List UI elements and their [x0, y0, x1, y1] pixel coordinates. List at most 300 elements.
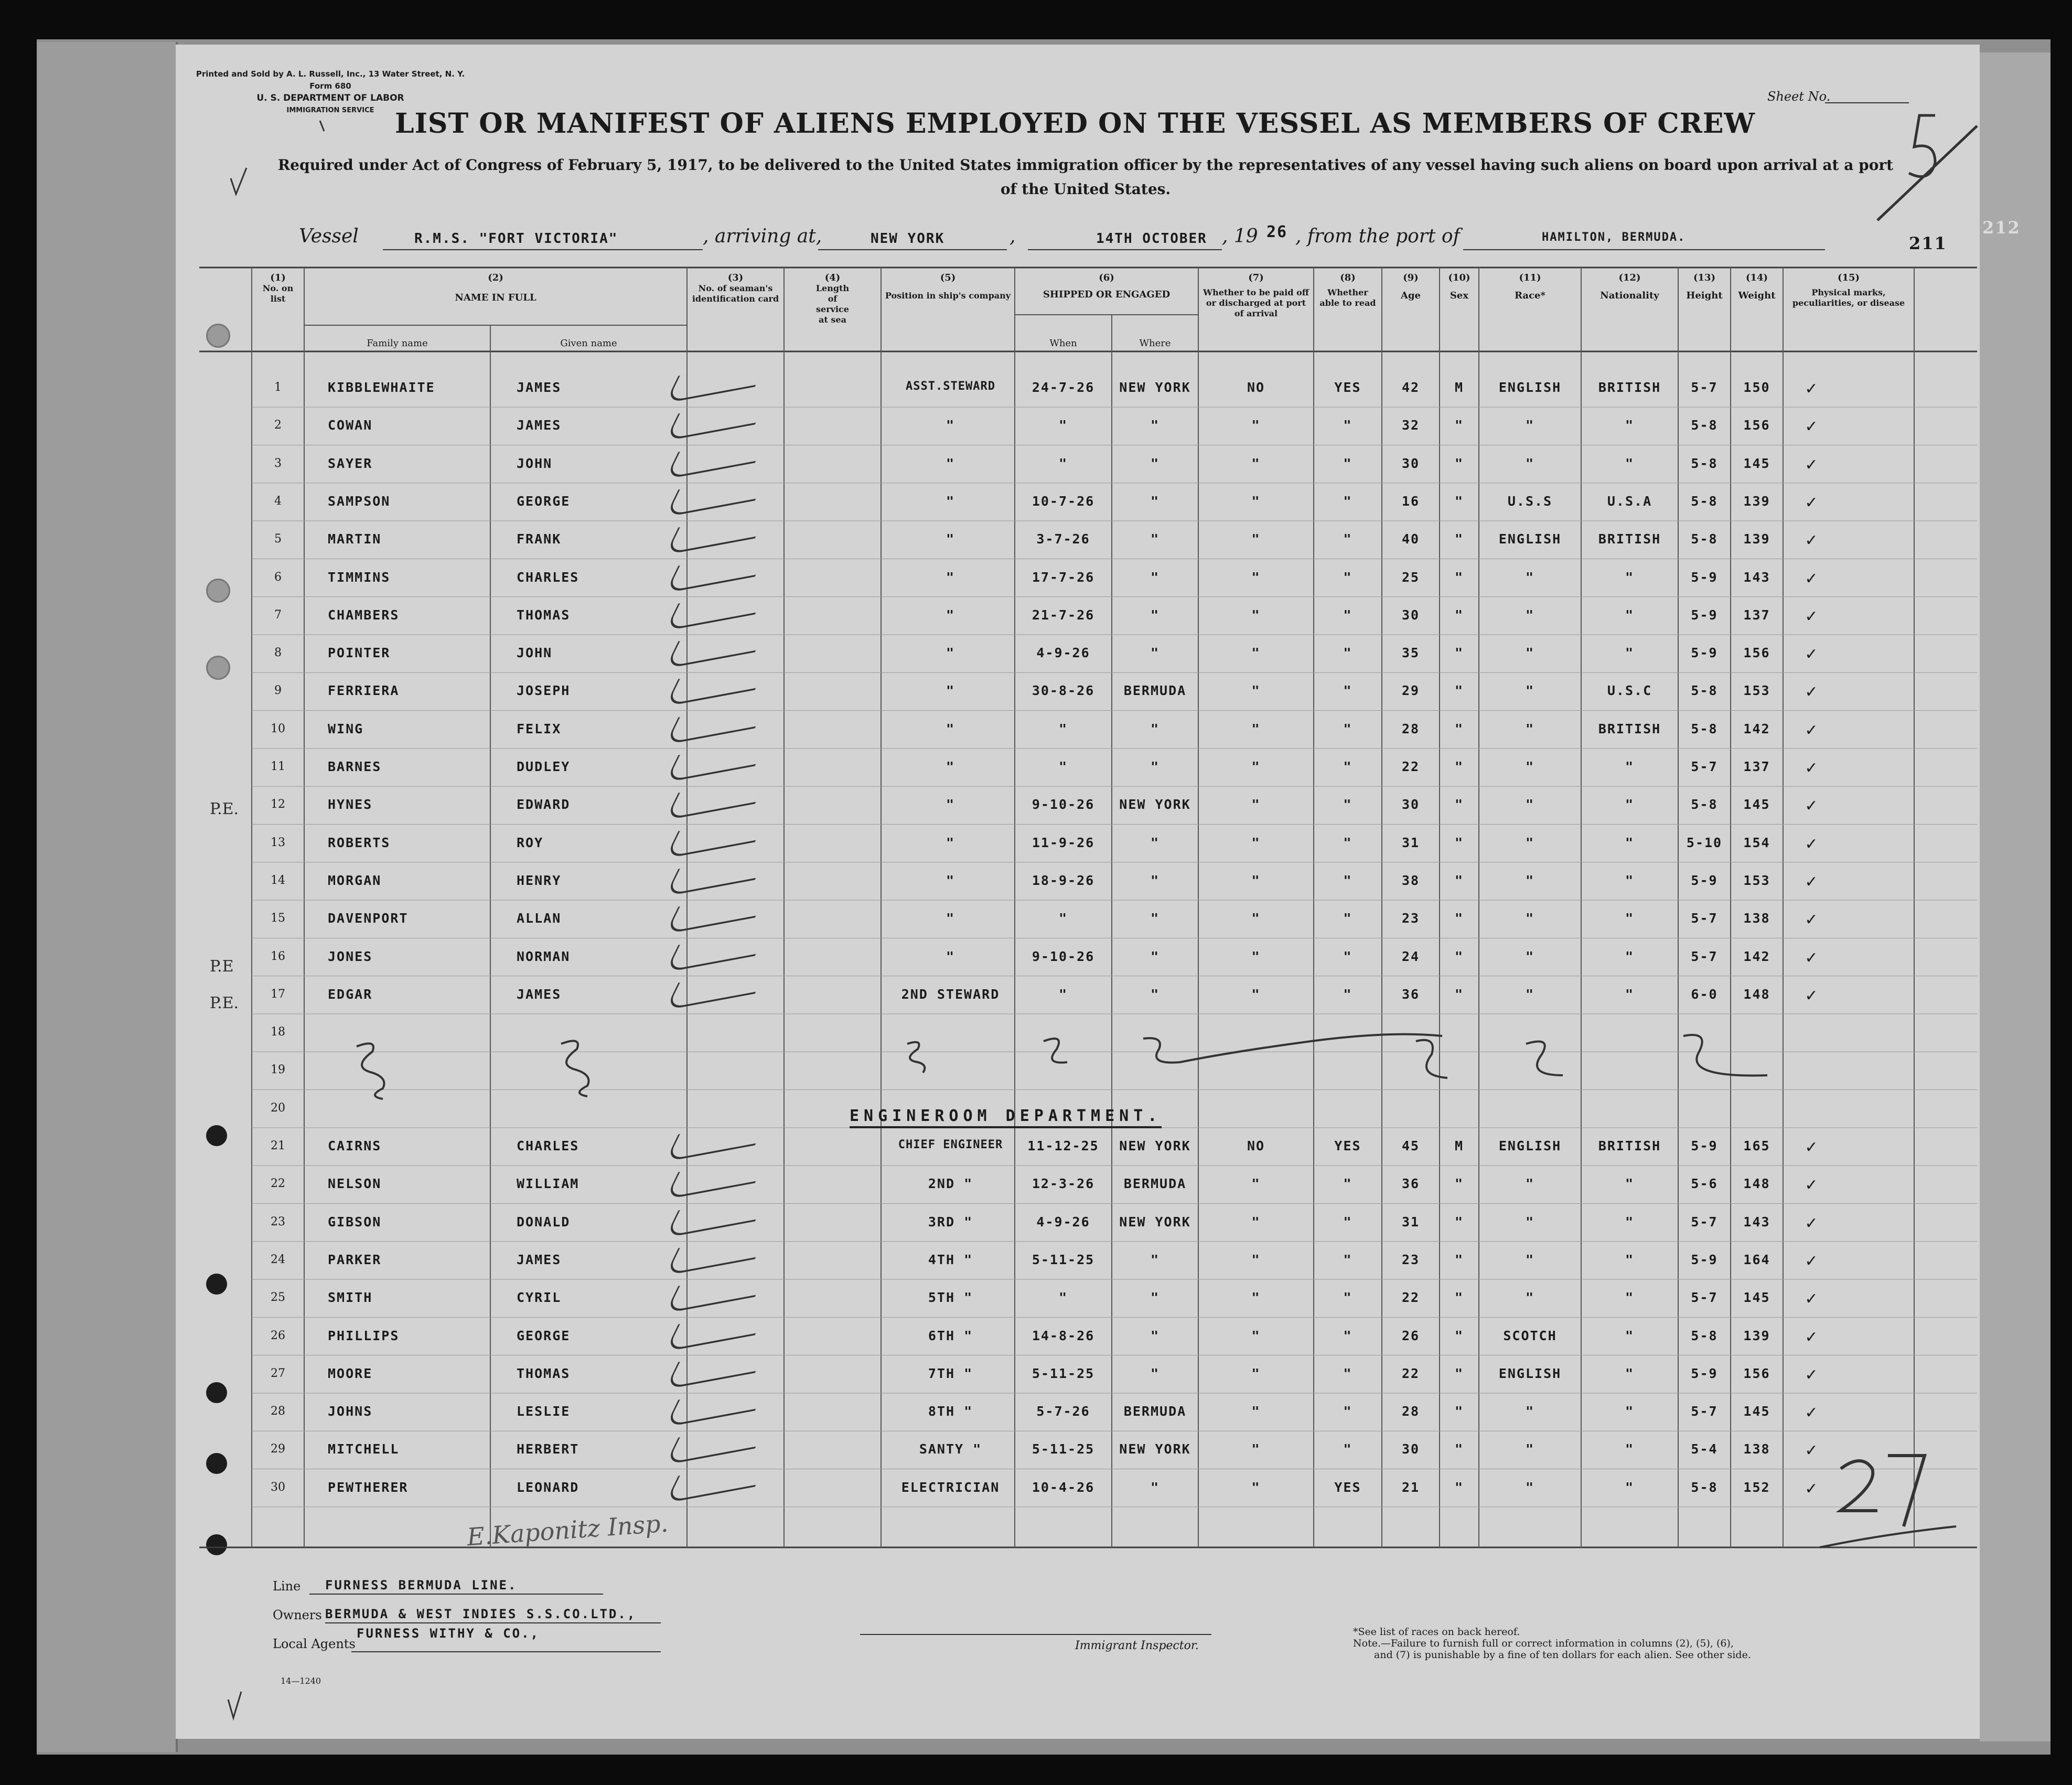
cell-weight: 142 [1743, 948, 1770, 964]
cell-nat: " [1625, 645, 1635, 661]
cell-read: " [1343, 759, 1352, 774]
cell-where: " [1150, 569, 1160, 585]
cell-when: 30-8-26 [1032, 683, 1095, 699]
cell-mark: ✓ [1805, 1214, 1819, 1233]
cell-nat: BRITISH [1598, 1138, 1661, 1153]
cell-nat: BRITISH [1598, 380, 1661, 395]
col-13-label: Height [1686, 290, 1723, 301]
cell-read: " [1343, 569, 1352, 585]
cell-age: 40 [1401, 531, 1420, 547]
cell-race: " [1525, 721, 1535, 736]
cell-nat: " [1625, 1176, 1635, 1192]
cell-position: " [946, 948, 956, 964]
cell-weight: 138 [1743, 1441, 1770, 1457]
cell-race: " [1525, 911, 1535, 926]
cell-weight: 145 [1743, 1290, 1770, 1306]
cell-weight: 156 [1743, 418, 1770, 433]
cell-paid: " [1251, 721, 1261, 736]
cell-weight: 142 [1743, 721, 1770, 736]
cell-paid: " [1251, 1176, 1261, 1192]
cell-mark: ✓ [1805, 759, 1819, 777]
col-15-label: Physical marks, peculiarities, or disease [1792, 287, 1905, 308]
cell-position: CHIEF ENGINEER [898, 1138, 1003, 1151]
cell-given: CHARLES [517, 569, 579, 585]
from-port: HAMILTON, BERMUDA. [1542, 231, 1686, 244]
cell-age: 22 [1401, 1290, 1420, 1306]
cell-age: 23 [1401, 1252, 1420, 1267]
cell-weight: 156 [1743, 645, 1770, 661]
cell-height: 5-9 [1691, 569, 1718, 585]
cell-race: " [1525, 645, 1535, 661]
cell-nat: " [1625, 418, 1635, 433]
cell-height: 5-7 [1691, 911, 1718, 926]
cell-race: " [1525, 1479, 1535, 1495]
col-5-label: Position in ship's company [885, 291, 1011, 301]
cell-where: BERMUDA [1123, 1404, 1187, 1419]
row-number: 23 [271, 1215, 285, 1228]
cell-height: 5-9 [1691, 1138, 1718, 1153]
cell-sex: " [1454, 645, 1464, 661]
col-8-label: Whether able to read [1319, 287, 1376, 308]
cell-read: " [1343, 1365, 1352, 1381]
cell-position: 2ND STEWARD [901, 986, 1000, 1002]
cell-where: " [1150, 872, 1160, 888]
cell-read: " [1343, 911, 1352, 926]
cell-where: NEW YORK [1119, 1214, 1191, 1230]
cell-read: " [1343, 607, 1352, 623]
cell-paid: " [1251, 455, 1261, 471]
cell-paid: " [1251, 835, 1261, 850]
col-14-label: Weight [1738, 290, 1776, 301]
cell-paid: " [1251, 531, 1261, 547]
cell-read: " [1343, 986, 1352, 1002]
cell-position: " [946, 835, 956, 850]
cell-weight: 145 [1743, 797, 1770, 813]
cell-when: 4-9-26 [1036, 1214, 1090, 1230]
cell-where: " [1150, 1252, 1160, 1267]
cell-mark: ✓ [1805, 531, 1819, 550]
cell-read: YES [1334, 1479, 1361, 1495]
cell-position: ELECTRICIAN [901, 1479, 1000, 1495]
cell-mark: ✓ [1805, 835, 1819, 853]
row-number: 24 [271, 1253, 285, 1266]
cell-where: " [1150, 835, 1160, 850]
cell-age: 35 [1401, 645, 1420, 661]
cell-given: FELIX [517, 721, 562, 736]
cell-height: 6-0 [1691, 986, 1718, 1002]
cell-when: " [1058, 418, 1068, 433]
cell-family: EDGAR [328, 986, 373, 1002]
cell-age: 36 [1401, 1176, 1420, 1192]
cell-position: " [946, 418, 956, 433]
cell-family: HYNES [328, 797, 373, 813]
cell-given: HENRY [517, 872, 562, 888]
row-number: 2 [274, 419, 282, 432]
cell-where: " [1150, 759, 1160, 774]
cell-paid: " [1251, 569, 1261, 585]
line-label: Line [273, 1579, 301, 1594]
line-value: FURNESS BERMUDA LINE. [325, 1578, 518, 1592]
cell-paid: " [1251, 948, 1261, 964]
cell-read: " [1343, 835, 1352, 850]
cell-where: " [1150, 948, 1160, 964]
cell-paid: " [1251, 1404, 1261, 1419]
cell-family: TIMMINS [328, 569, 391, 585]
cell-read: " [1343, 455, 1352, 471]
cell-height: 5-8 [1691, 683, 1718, 699]
cell-where: NEW YORK [1119, 1138, 1191, 1153]
cell-read: " [1343, 1176, 1352, 1192]
cell-sex: " [1454, 986, 1464, 1002]
row-number: 7 [274, 608, 282, 622]
col-6-num: (6) [1099, 272, 1114, 283]
cell-where: " [1150, 607, 1160, 623]
cell-height: 5-7 [1691, 948, 1718, 964]
cell-read: " [1343, 1404, 1352, 1419]
cell-weight: 156 [1743, 1365, 1770, 1381]
cell-nat: " [1625, 607, 1635, 623]
cell-family: BARNES [328, 759, 382, 774]
cell-family: KIBBLEWHAITE [328, 380, 435, 395]
cell-nat: " [1625, 1328, 1635, 1343]
cell-where: " [1150, 493, 1160, 509]
cell-family: SMITH [328, 1290, 373, 1306]
col-2-label: NAME IN FULL [455, 292, 536, 303]
cell-race: " [1525, 418, 1535, 433]
cell-sex: " [1454, 683, 1464, 699]
cell-age: 16 [1401, 493, 1420, 509]
cell-weight: 143 [1743, 1214, 1770, 1230]
cell-race: " [1525, 759, 1535, 774]
cell-read: " [1343, 493, 1352, 509]
cell-position: " [946, 759, 956, 774]
cell-age: 36 [1401, 986, 1420, 1002]
col-3-num: (3) [727, 272, 744, 283]
vessel-name: R.M.S. "FORT VICTORIA" [414, 231, 618, 247]
cell-mark: ✓ [1805, 1404, 1819, 1423]
cell-sex: " [1454, 1176, 1464, 1192]
cell-position: 6TH " [928, 1328, 973, 1343]
cell-height: 5-7 [1691, 380, 1718, 395]
cell-sex: " [1454, 1290, 1464, 1306]
col-7-num: (7) [1248, 272, 1264, 283]
cell-nat: " [1625, 835, 1635, 850]
cell-nat: BRITISH [1598, 721, 1661, 736]
arrival-date: 14TH OCTOBER [1096, 231, 1207, 247]
from-label: , from the port of [1295, 226, 1460, 247]
cell-race: " [1525, 835, 1535, 850]
cell-position: " [946, 683, 956, 699]
stamp-number-next: 212 [1982, 218, 2021, 238]
cell-sex: " [1454, 911, 1464, 926]
cell-when: " [1058, 911, 1068, 926]
cell-mark: ✓ [1805, 380, 1819, 398]
cell-age: 30 [1401, 797, 1420, 813]
row-number: 19 [271, 1063, 285, 1077]
cell-when: 3-7-26 [1036, 531, 1090, 547]
cell-paid: " [1251, 418, 1261, 433]
col-4-label: Length of service at sea [815, 283, 850, 325]
crew-count [1856, 1463, 1857, 1464]
cell-given: CHARLES [517, 1138, 579, 1153]
cell-where: " [1150, 721, 1160, 736]
cell-mark: ✓ [1805, 1290, 1819, 1309]
cell-mark: ✓ [1805, 872, 1819, 891]
cell-when: 11-12-25 [1027, 1138, 1099, 1153]
cell-paid: " [1251, 1252, 1261, 1267]
col-10-num: (10) [1448, 272, 1470, 283]
cell-age: 28 [1401, 1404, 1420, 1419]
cell-position: 4TH " [928, 1252, 973, 1267]
cell-sex: " [1454, 1328, 1464, 1343]
cell-height: 5-9 [1691, 645, 1718, 661]
row-number: 22 [271, 1177, 285, 1191]
cell-mark: ✓ [1805, 493, 1819, 512]
cell-age: 30 [1401, 607, 1420, 623]
cell-when: 9-10-26 [1032, 948, 1095, 964]
cell-race: ENGLISH [1498, 380, 1562, 395]
cell-paid: " [1251, 645, 1261, 661]
arriving-label: , arriving at, [703, 226, 822, 247]
col-9-label: Age [1400, 290, 1421, 301]
cell-mark: ✓ [1805, 721, 1819, 740]
cell-age: 22 [1401, 759, 1420, 774]
year-prefix: , 19 [1222, 226, 1258, 247]
cell-family: NELSON [328, 1176, 382, 1192]
cell-age: 29 [1401, 683, 1420, 699]
cell-family: SAMPSON [328, 493, 391, 509]
cell-sex: " [1454, 493, 1464, 509]
cell-given: ALLAN [517, 911, 562, 926]
cell-where: BERMUDA [1123, 683, 1187, 699]
cell-paid: " [1251, 1290, 1261, 1306]
cell-sex: " [1454, 948, 1464, 964]
cell-family: PEWTHERER [328, 1479, 409, 1495]
cell-nat: U.S.C [1607, 683, 1652, 699]
row-number: 8 [274, 646, 282, 660]
cell-weight: 148 [1743, 986, 1770, 1002]
cell-height: 5-9 [1691, 607, 1718, 623]
cell-race: " [1525, 1252, 1535, 1267]
cell-nat: U.S.A [1607, 493, 1652, 509]
cell-read: " [1343, 418, 1352, 433]
cell-nat: " [1625, 1252, 1635, 1267]
cell-family: POINTER [328, 645, 391, 661]
cell-family: MARTIN [328, 531, 382, 547]
cell-weight: 153 [1743, 683, 1770, 699]
cell-position: 2ND " [928, 1176, 973, 1192]
cell-when: 5-11-25 [1032, 1365, 1095, 1381]
cell-given: JOHN [517, 455, 553, 471]
cell-weight: 139 [1743, 531, 1770, 547]
inspector-signature: E.Kaponitz Insp. [466, 1509, 669, 1552]
agents-value: FURNESS WITHY & CO., [357, 1626, 540, 1641]
cell-when: 4-9-26 [1036, 645, 1090, 661]
cell-race: " [1525, 1404, 1535, 1419]
cell-when: " [1058, 455, 1068, 471]
cell-age: 31 [1401, 835, 1420, 850]
pe-mark-row-12: P.E. [210, 800, 239, 818]
cell-age: 32 [1401, 418, 1420, 433]
cell-race: SCOTCH [1503, 1328, 1557, 1343]
cell-paid: " [1251, 1365, 1261, 1381]
cell-nat: " [1625, 1441, 1635, 1457]
pe-mark-row-17: P.E. [210, 994, 239, 1012]
cell-weight: 165 [1743, 1138, 1770, 1153]
cell-read: YES [1334, 1138, 1361, 1153]
cell-height: 5-8 [1691, 797, 1718, 813]
cell-race: " [1525, 948, 1535, 964]
cell-height: 5-6 [1691, 1176, 1718, 1192]
col-2a-label: Family name [367, 338, 428, 349]
cell-read: " [1343, 872, 1352, 888]
cell-sex: " [1454, 1441, 1464, 1457]
cell-family: PHILLIPS [328, 1328, 400, 1343]
printer-credit: Printed and Sold by A. L. Russell, Inc., 13 Water Street, N. Y. Form 680 U. S. DEPARTMENT OF LABOR IMMIGRATION SERVICE [196, 69, 465, 114]
cell-sex: " [1454, 721, 1464, 736]
cell-given: FRANK [517, 531, 562, 547]
cell-position: 5TH " [928, 1290, 973, 1306]
cell-position: " [946, 645, 956, 661]
cell-mark: ✓ [1805, 1138, 1819, 1157]
cell-read: " [1343, 1328, 1352, 1343]
cell-weight: 153 [1743, 872, 1770, 888]
cell-sex: " [1454, 1479, 1464, 1495]
cell-family: WING [328, 721, 364, 736]
col-6a-label: When [1049, 338, 1077, 349]
pe-mark-row-16: P.E [210, 957, 234, 976]
cell-age: 26 [1401, 1328, 1420, 1343]
cell-where: " [1150, 1479, 1160, 1495]
cell-race: " [1525, 1290, 1535, 1306]
cell-where: " [1150, 645, 1160, 661]
row-number: 18 [271, 1025, 285, 1039]
cell-height: 5-9 [1691, 1252, 1718, 1267]
cell-mark: ✓ [1805, 645, 1819, 664]
col-11-label: Race* [1515, 290, 1545, 301]
cell-race: ENGLISH [1498, 1138, 1562, 1153]
col-7-label: Whether to be paid off or discharged at port of arrival [1203, 287, 1309, 318]
cell-read: " [1343, 948, 1352, 964]
cell-race: " [1525, 1441, 1535, 1457]
cell-given: LEONARD [517, 1479, 579, 1495]
cell-height: 5-7 [1691, 1404, 1718, 1419]
cell-height: 5-8 [1691, 493, 1718, 509]
cell-race: ENGLISH [1498, 531, 1562, 547]
cell-when: 5-7-26 [1036, 1404, 1090, 1419]
cell-given: GEORGE [517, 493, 571, 509]
cell-when: 14-8-26 [1032, 1328, 1095, 1343]
cell-read: " [1343, 721, 1352, 736]
col-15-num: (15) [1837, 272, 1860, 283]
cell-nat: " [1625, 797, 1635, 813]
row-number: 9 [274, 684, 282, 698]
col-2-num: (2) [488, 272, 503, 283]
cell-sex: " [1454, 569, 1464, 585]
row-number: 27 [271, 1366, 285, 1380]
cell-paid: " [1251, 683, 1261, 699]
cell-given: EDWARD [517, 797, 571, 813]
cell-height: 5-7 [1691, 1290, 1718, 1306]
document-subtitle: Required under Act of Congress of February 5, 1917, to be delivered to the United States immigration officer by the representatives of any vessel having such aliens on board upon arrival at a port of the United States. [277, 156, 1894, 198]
cell-paid: " [1251, 759, 1261, 774]
cell-mark: ✓ [1805, 683, 1819, 702]
col-12-num: (12) [1618, 272, 1641, 283]
cell-sex: " [1454, 759, 1464, 774]
row-number: 6 [274, 570, 282, 584]
cell-weight: 138 [1743, 911, 1770, 926]
cell-race: " [1525, 986, 1535, 1002]
col-4-num: (4) [824, 272, 841, 283]
col-1-label: No. on list [262, 283, 294, 304]
cell-nat: " [1625, 1365, 1635, 1381]
row-number: 17 [271, 987, 285, 1001]
cell-when: 10-4-26 [1032, 1479, 1095, 1495]
cell-when: " [1058, 759, 1068, 774]
cell-sex: " [1454, 607, 1464, 623]
cell-position: " [946, 721, 956, 736]
cell-age: 42 [1401, 380, 1420, 395]
cell-height: 5-8 [1691, 531, 1718, 547]
row-number: 14 [271, 873, 285, 887]
cell-race: " [1525, 455, 1535, 471]
cell-nat: " [1625, 948, 1635, 964]
col-8-num: (8) [1340, 272, 1356, 283]
cell-when: 11-9-26 [1032, 835, 1095, 850]
cell-height: 5-9 [1691, 872, 1718, 888]
cell-height: 5-8 [1691, 455, 1718, 471]
cell-height: 5-10 [1686, 835, 1723, 850]
cell-family: FERRIERA [328, 683, 400, 699]
cell-when: 12-3-26 [1032, 1176, 1095, 1192]
department-heading: ENGINEROOM DEPARTMENT. [850, 1107, 1162, 1128]
cell-age: 28 [1401, 721, 1420, 736]
row-number: 16 [271, 949, 285, 963]
cell-when: 17-7-26 [1032, 569, 1095, 585]
cell-given: JOHN [517, 645, 553, 661]
cell-mark: ✓ [1805, 607, 1819, 626]
cell-mark: ✓ [1805, 1365, 1819, 1384]
cell-sex: " [1454, 1404, 1464, 1419]
col-2b-label: Given name [560, 338, 617, 349]
cell-mark: ✓ [1805, 1176, 1819, 1195]
cell-weight: 154 [1743, 835, 1770, 850]
row-number: 20 [271, 1101, 285, 1115]
row-number: 3 [274, 456, 282, 470]
cell-race: " [1525, 872, 1535, 888]
cell-nat: " [1625, 759, 1635, 774]
cell-sex: " [1454, 418, 1464, 433]
cell-race: U.S.S [1507, 493, 1553, 509]
owners-label: Owners [273, 1608, 322, 1622]
cell-position: " [946, 607, 956, 623]
cell-family: GIBSON [328, 1214, 382, 1230]
cell-nat: " [1625, 569, 1635, 585]
cell-where: NEW YORK [1119, 797, 1191, 813]
vessel-label: Vessel [299, 226, 359, 247]
cell-mark: ✓ [1805, 569, 1819, 588]
cell-age: 21 [1401, 1479, 1420, 1495]
cell-read: " [1343, 531, 1352, 547]
cell-paid: " [1251, 1479, 1261, 1495]
cell-read: " [1343, 645, 1352, 661]
cell-given: JAMES [517, 380, 562, 395]
cell-weight: 148 [1743, 1176, 1770, 1192]
col-12-label: Nationality [1600, 290, 1659, 301]
cell-nat: " [1625, 1290, 1635, 1306]
cell-paid: " [1251, 493, 1261, 509]
cell-when: 21-7-26 [1032, 607, 1095, 623]
